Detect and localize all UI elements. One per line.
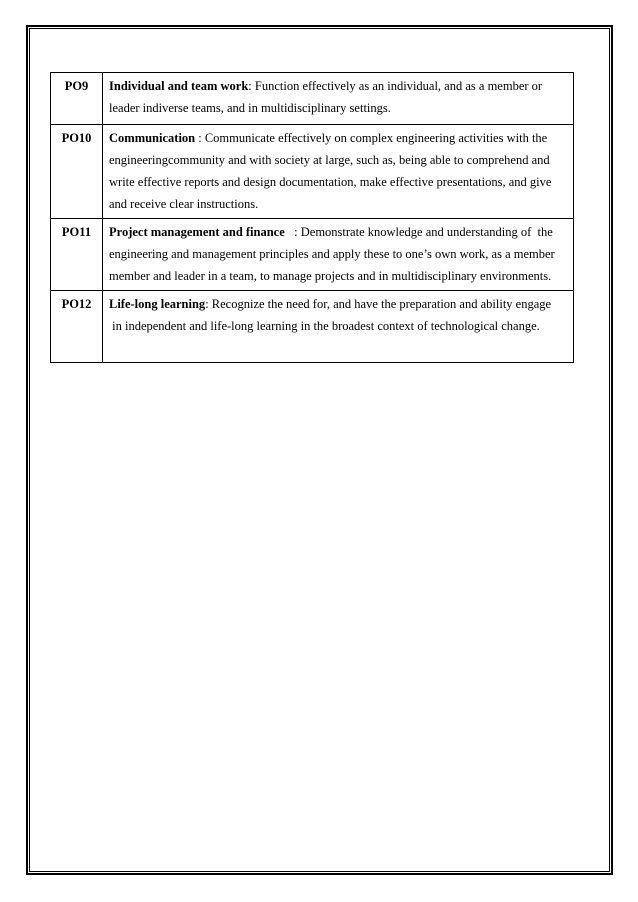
outcome-code: PO11 [51, 219, 103, 291]
program-outcomes-table [50, 72, 574, 363]
description-line: and receive clear instructions. [109, 197, 259, 211]
description-line: engineeringcommunity and with society at large, such as, being able to comprehend and [109, 153, 550, 167]
description-line: engineering and management principles and apply these to one’s own work, as a member [109, 247, 555, 261]
outcome-description [103, 219, 574, 291]
outcome-title: Life-long learning [109, 297, 206, 311]
description-line [109, 221, 569, 243]
outcome-title: Project management and finance [109, 225, 285, 239]
outcome-description [103, 125, 574, 219]
description-line: member and leader in a team, to manage projects and in multidisciplinary environments. [109, 269, 552, 283]
outcome-title: Individual and team work [109, 79, 249, 93]
outcome-description [103, 291, 574, 363]
description-text: : Demonstrate knowledge and understanding of the [284, 225, 553, 239]
outcome-code: PO12 [51, 291, 103, 363]
description-line: in independent and life-long learning in the broadest context of technological change. [109, 319, 540, 333]
description-line: leader indiverse teams, and in multidisciplinary settings. [109, 101, 391, 115]
description-line: write effective reports and design documentation, make effective presentations, and give [109, 175, 552, 189]
outcome-title: Communication [109, 131, 196, 145]
outcome-description [103, 73, 574, 125]
table-row [51, 219, 574, 291]
table-row [51, 291, 574, 363]
description-line [109, 75, 569, 97]
table-row [51, 73, 574, 125]
outcome-code: PO10 [51, 125, 103, 219]
description-line [109, 127, 569, 149]
table-row [51, 125, 574, 219]
description-line [109, 293, 569, 315]
description-text: : Function effectively as an individual, and as a member or [248, 79, 543, 93]
description-text: : Recognize the need for, and have the preparation and ability engage [205, 297, 552, 311]
outcome-code: PO9 [51, 73, 103, 125]
description-text: : Communicate effectively on complex engineering activities with the [195, 131, 548, 145]
